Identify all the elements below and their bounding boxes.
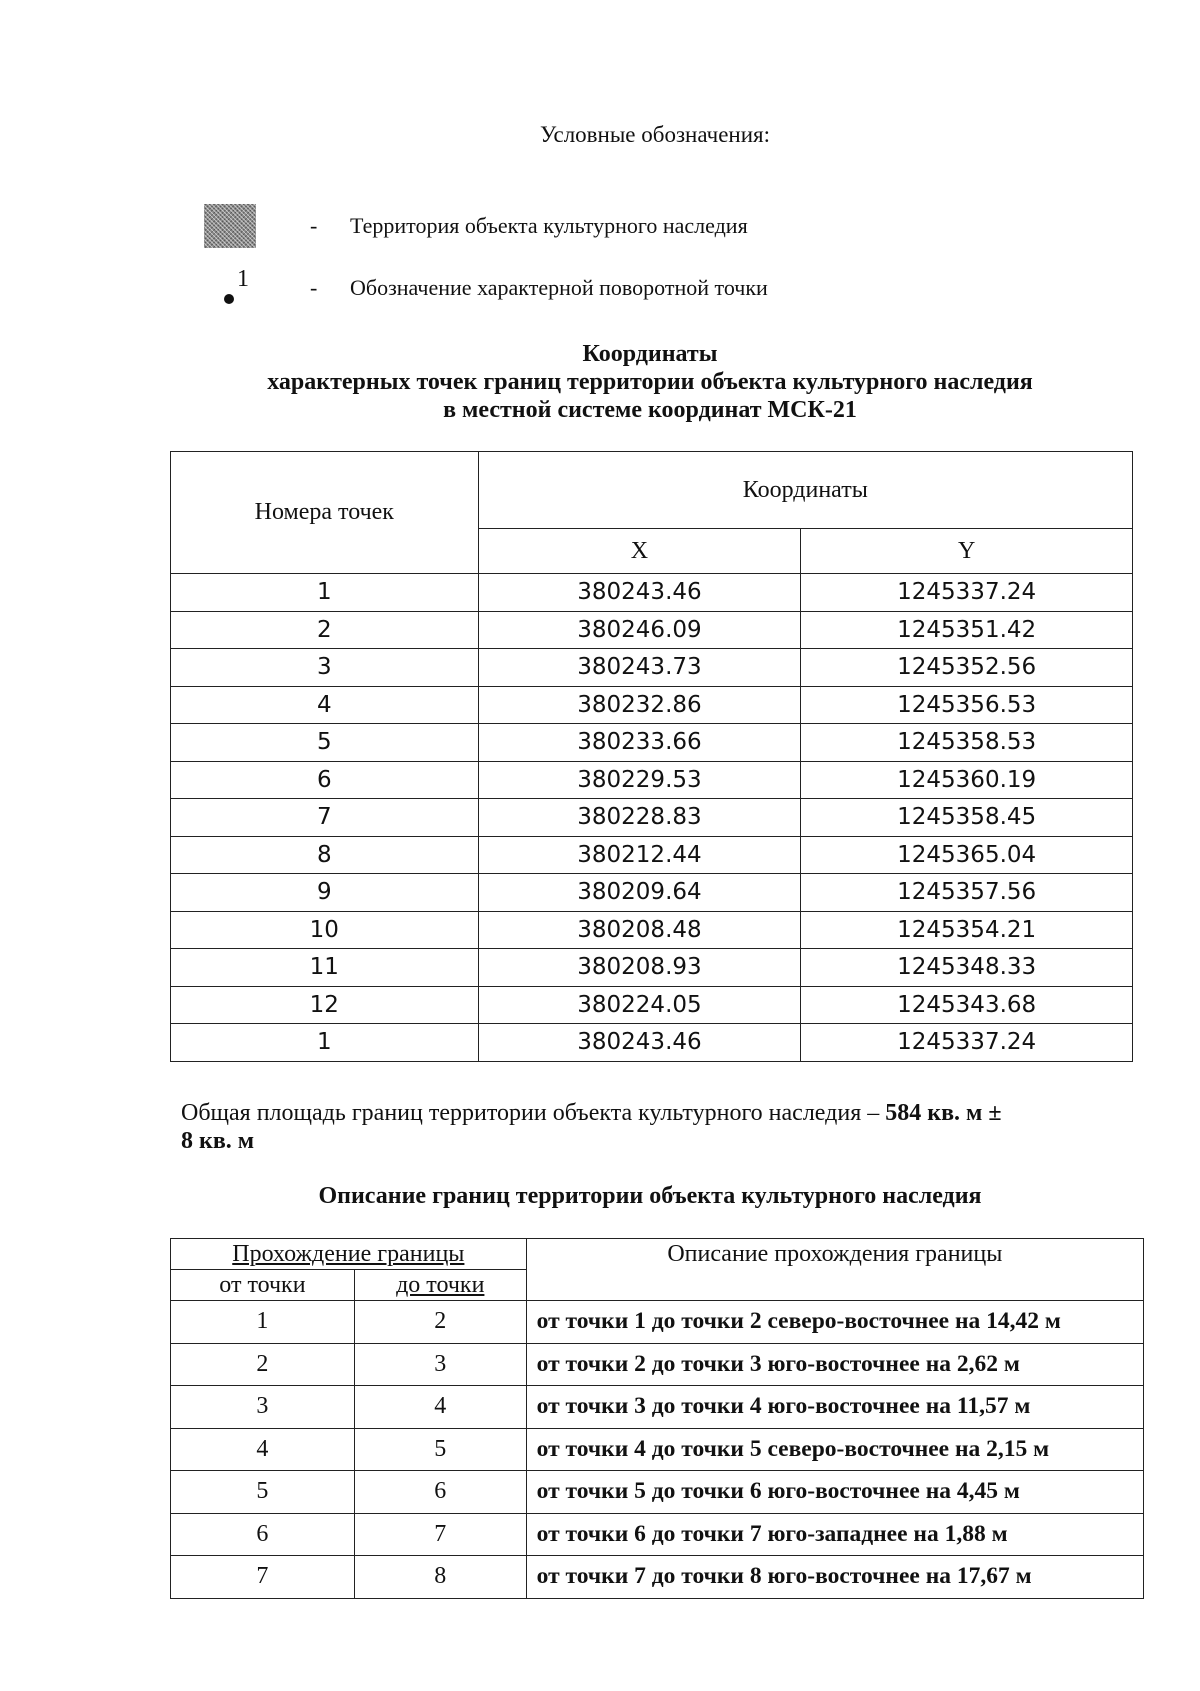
to-point-cell: 7 — [354, 1513, 526, 1556]
description-cell: от точки 2 до точки 3 юго-восточнее на 2,62 м — [526, 1343, 1143, 1386]
area-prefix: Общая площадь границ территории объекта культурного наследия – — [181, 1100, 880, 1126]
coordinate-y-cell: 1245337.24 — [801, 1024, 1133, 1062]
from-point-cell: 7 — [171, 1556, 355, 1599]
table-row — [171, 799, 1133, 837]
legend-item-label: Обозначение характерной поворотной точки — [350, 275, 768, 300]
point-number-cell: 8 — [171, 836, 479, 874]
legend-title: Условные обозначения: — [539, 122, 771, 147]
point-number-cell: 5 — [171, 724, 479, 762]
coordinate-x-cell: 380212.44 — [478, 836, 801, 874]
from-point-cell: 4 — [171, 1428, 355, 1471]
from-point-cell: 2 — [171, 1343, 355, 1386]
point-number-cell: 9 — [171, 874, 479, 912]
coordinate-x-cell: 380224.05 — [478, 986, 801, 1024]
table-row — [171, 1386, 1144, 1429]
col-header-description: Описание прохождения границы — [526, 1239, 1143, 1301]
point-dot-icon — [224, 294, 234, 304]
col-header-to-label: до точки — [396, 1271, 485, 1298]
bounds-heading: Описание границ территории объекта культурного наследия — [318, 1183, 982, 1209]
table-row — [171, 1513, 1144, 1556]
table-row — [171, 1301, 1144, 1344]
hatched-area-icon — [204, 204, 256, 248]
table-row — [171, 611, 1133, 649]
col-header-x: X — [478, 529, 801, 574]
coordinate-y-cell: 1245351.42 — [801, 611, 1133, 649]
col-header-passage — [171, 1239, 527, 1270]
col-header-from: от точки — [171, 1270, 355, 1301]
table-row — [171, 1428, 1144, 1471]
point-number-cell: 11 — [171, 949, 479, 987]
col-header-passage-label: Прохождение границы — [232, 1240, 465, 1267]
coordinate-x-cell: 380228.83 — [478, 799, 801, 837]
coordinate-y-cell: 1245352.56 — [801, 649, 1133, 687]
coordinate-x-cell: 380233.66 — [478, 724, 801, 762]
description-cell: от точки 6 до точки 7 юго-западнее на 1,88 м — [526, 1513, 1143, 1556]
description-cell: от точки 5 до точки 6 юго-восточнее на 4,45 м — [526, 1471, 1143, 1514]
point-number-cell: 4 — [171, 686, 479, 724]
coords-heading-line3: в местной системе координат МСК-21 — [443, 397, 857, 423]
coordinate-x-cell: 380208.48 — [478, 911, 801, 949]
table-row — [171, 1343, 1144, 1386]
table-row — [171, 1471, 1144, 1514]
total-area — [181, 1099, 1101, 1155]
coords-heading-line2: характерных точек границ территории объекта культурного наследия — [267, 369, 1033, 395]
point-number-cell: 1 — [171, 574, 479, 612]
coordinate-x-cell: 380243.46 — [478, 574, 801, 612]
point-number-cell: 10 — [171, 911, 479, 949]
table-row — [171, 1024, 1133, 1062]
point-marker-number: 1 — [237, 266, 249, 292]
legend-dash: - — [310, 213, 318, 238]
coordinate-x-cell: 380229.53 — [478, 761, 801, 799]
legend-item-label: Территория объекта культурного наследия — [350, 213, 748, 238]
point-number-cell: 12 — [171, 986, 479, 1024]
from-point-cell: 1 — [171, 1301, 355, 1344]
coordinate-y-cell: 1245360.19 — [801, 761, 1133, 799]
table-row — [171, 724, 1133, 762]
coordinates-table — [170, 451, 1133, 1062]
coordinate-y-cell: 1245354.21 — [801, 911, 1133, 949]
coordinate-y-cell: 1245358.53 — [801, 724, 1133, 762]
coordinate-y-cell: 1245365.04 — [801, 836, 1133, 874]
description-cell: от точки 7 до точки 8 юго-восточнее на 17,67 м — [526, 1556, 1143, 1599]
coordinate-x-cell: 380232.86 — [478, 686, 801, 724]
point-marker-icon — [204, 268, 256, 308]
coords-heading — [0, 340, 1200, 424]
from-point-cell: 5 — [171, 1471, 355, 1514]
table-row — [171, 911, 1133, 949]
table-row — [171, 686, 1133, 724]
point-number-cell: 2 — [171, 611, 479, 649]
to-point-cell: 6 — [354, 1471, 526, 1514]
to-point-cell: 2 — [354, 1301, 526, 1344]
coordinate-x-cell: 380243.46 — [478, 1024, 801, 1062]
table-row — [171, 986, 1133, 1024]
to-point-cell: 4 — [354, 1386, 526, 1429]
coordinate-y-cell: 1245358.45 — [801, 799, 1133, 837]
legend-item-point — [204, 268, 768, 308]
legend-item-territory — [204, 204, 748, 248]
coords-heading-line1: Координаты — [582, 341, 718, 367]
coordinate-y-cell: 1245357.56 — [801, 874, 1133, 912]
coordinate-x-cell: 380243.73 — [478, 649, 801, 687]
to-point-cell: 5 — [354, 1428, 526, 1471]
to-point-cell: 3 — [354, 1343, 526, 1386]
point-number-cell: 7 — [171, 799, 479, 837]
area-tolerance: 8 кв. м — [181, 1128, 255, 1154]
description-cell: от точки 3 до точки 4 юго-восточнее на 11,57 м — [526, 1386, 1143, 1429]
col-header-y: Y — [801, 529, 1133, 574]
point-number-cell: 1 — [171, 1024, 479, 1062]
legend-dash: - — [310, 275, 318, 300]
boundary-description-table — [170, 1238, 1144, 1599]
coordinate-x-cell: 380209.64 — [478, 874, 801, 912]
table-row — [171, 1556, 1144, 1599]
col-header-coordinates: Координаты — [478, 452, 1132, 529]
coordinate-y-cell: 1245348.33 — [801, 949, 1133, 987]
table-row — [171, 574, 1133, 612]
coordinate-x-cell: 380208.93 — [478, 949, 801, 987]
col-header-to — [354, 1270, 526, 1301]
col-header-points: Номера точек — [171, 452, 479, 574]
coordinate-x-cell: 380246.09 — [478, 611, 801, 649]
table-row — [171, 949, 1133, 987]
point-number-cell: 6 — [171, 761, 479, 799]
table-row — [171, 836, 1133, 874]
coordinate-y-cell: 1245337.24 — [801, 574, 1133, 612]
coordinate-y-cell: 1245343.68 — [801, 986, 1133, 1024]
point-number-cell: 3 — [171, 649, 479, 687]
area-value: 584 кв. м ± — [885, 1100, 1002, 1126]
from-point-cell: 3 — [171, 1386, 355, 1429]
coordinate-y-cell: 1245356.53 — [801, 686, 1133, 724]
from-point-cell: 6 — [171, 1513, 355, 1556]
description-cell: от точки 1 до точки 2 северо-восточнее на 14,42 м — [526, 1301, 1143, 1344]
table-row — [171, 649, 1133, 687]
table-row — [171, 874, 1133, 912]
to-point-cell: 8 — [354, 1556, 526, 1599]
table-row — [171, 761, 1133, 799]
description-cell: от точки 4 до точки 5 северо-восточнее на 2,15 м — [526, 1428, 1143, 1471]
